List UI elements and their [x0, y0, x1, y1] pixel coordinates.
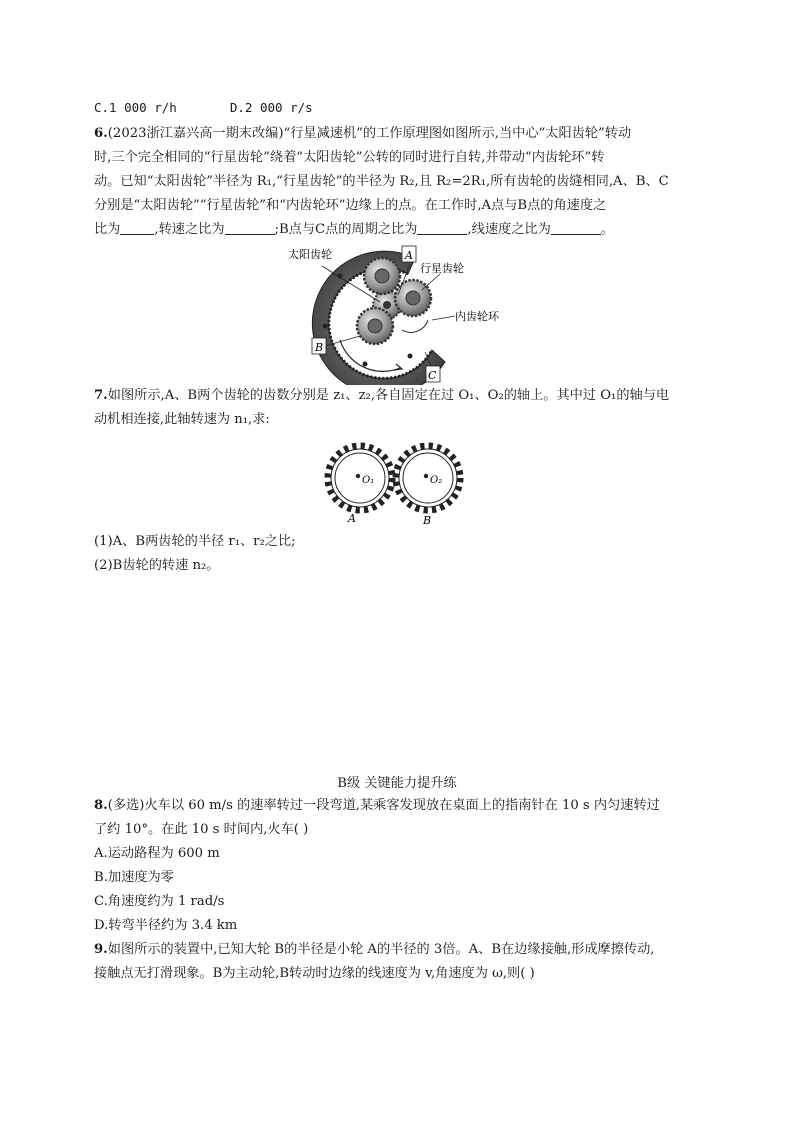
planet-gear-right — [395, 280, 431, 316]
q6-line-3: 动。已知“太阳齿轮”半径为 R₁,“行星齿轮”的半径为 R₂,且 R₂=2R₁,所有齿轮的齿缝相同,A、B、C — [94, 174, 669, 189]
label-point-a: A — [405, 249, 413, 262]
q6-line-1 — [94, 124, 631, 144]
q5-option-d: D.2 000 r/s — [229, 100, 313, 115]
two-gears-figure — [320, 436, 470, 528]
q8-number: 8. — [94, 798, 108, 813]
gear-a — [328, 446, 392, 510]
q6-blank-1[interactable] — [120, 220, 154, 235]
q7-sub-1: (1)A、B两齿轮的半径 r₁、r₂之比; — [94, 534, 296, 549]
q7-text-1: 如图所示,A、B两个齿轮的齿数分别是 z₁、z₂,各自固定在过 O₁、O₂的轴上。其中过 O₁的轴与电 — [107, 388, 670, 403]
q6-text-5c: ;B点与C点的周期之比为 — [274, 222, 418, 237]
label-sun-gear: 太阳齿轮 — [288, 248, 332, 261]
q5-options — [94, 98, 313, 118]
q6-text-5d: ,线速度之比为 — [467, 222, 551, 237]
label-gear-a: A — [348, 512, 356, 525]
q8-text-1: (多选)火车以 60 m/s 的速率转过一段弯道,某乘客发现放在桌面上的指南针在 10 s 内匀速转过 — [107, 798, 660, 813]
q9-number: 9. — [94, 942, 108, 957]
q6-line-2: 时,三个完全相同的“行星齿轮”绕着“太阳齿轮”公转的同时进行自转,并带动“内齿轮环”转 — [94, 150, 605, 165]
q9-line-1 — [94, 940, 655, 960]
q8-option-a: A.运动路程为 600 m — [94, 846, 220, 861]
label-planet-gear: 行星齿轮 — [420, 262, 464, 275]
q6-blank-4[interactable] — [551, 220, 601, 235]
label-point-c: C — [428, 369, 437, 382]
planet-gear-bottom — [357, 308, 393, 344]
planet-gear-top — [364, 258, 400, 294]
label-ring-gear: 内齿轮环 — [455, 310, 499, 323]
q8-line-1 — [94, 796, 660, 816]
planetary-gear-figure — [280, 240, 520, 385]
q6-line-5 — [94, 220, 614, 240]
q8-option-b: B.加速度为零 — [94, 870, 174, 885]
q7-number: 7. — [94, 388, 108, 403]
q7-sub-2: (2)B齿轮的转速 n₂。 — [94, 558, 220, 573]
gear-b — [396, 446, 460, 510]
q6-blank-3[interactable] — [417, 220, 467, 235]
label-o1: O₁ — [362, 475, 375, 486]
q6-line-4: 分别是“太阳齿轮”“行星齿轮”和“内齿轮环”边缘上的点。在工作时,A点与B点的角速度之 — [94, 198, 607, 213]
label-o2: O₂ — [430, 475, 443, 486]
q6-number: 6. — [94, 126, 108, 141]
q9-line-2: 接触点无打滑现象。B为主动轮,B转动时边缘的线速度为 v,角速度为 ω,则( ) — [94, 966, 535, 981]
label-point-b: B — [315, 341, 324, 354]
section-b-heading: B级 关键能力提升练 — [337, 776, 457, 791]
q6-text-1: (2023浙江嘉兴高一期末改编)“行星减速机”的工作原理图如图所示,当中心“太阳齿轮”转动 — [107, 126, 632, 141]
q6-text-5b: ,转速之比为 — [154, 222, 225, 237]
q6-text-5a: 比为 — [94, 222, 121, 237]
q6-blank-2[interactable] — [225, 220, 275, 235]
q7-line-2: 动机相连接,此轴转速为 n₁,求: — [94, 412, 270, 427]
q8-option-c: C.角速度约为 1 rad/s — [94, 894, 225, 909]
q6-text-5e: 。 — [600, 222, 614, 237]
q8-option-d: D.转弯半径约为 3.4 km — [94, 918, 238, 933]
label-gear-b: B — [423, 514, 432, 527]
q9-text-1: 如图所示的装置中,已知大轮 B的半径是小轮 A的半径的 3倍。A、B在边缘接触,形成摩擦传动, — [107, 942, 655, 957]
q7-line-1 — [94, 386, 669, 406]
axis-o2-dot — [424, 474, 428, 478]
q5-option-c: C.1 000 r/h — [94, 100, 177, 115]
axis-o1-dot — [356, 474, 360, 478]
q8-line-2: 了约 10°。在此 10 s 时间内,火车( ) — [94, 822, 309, 837]
